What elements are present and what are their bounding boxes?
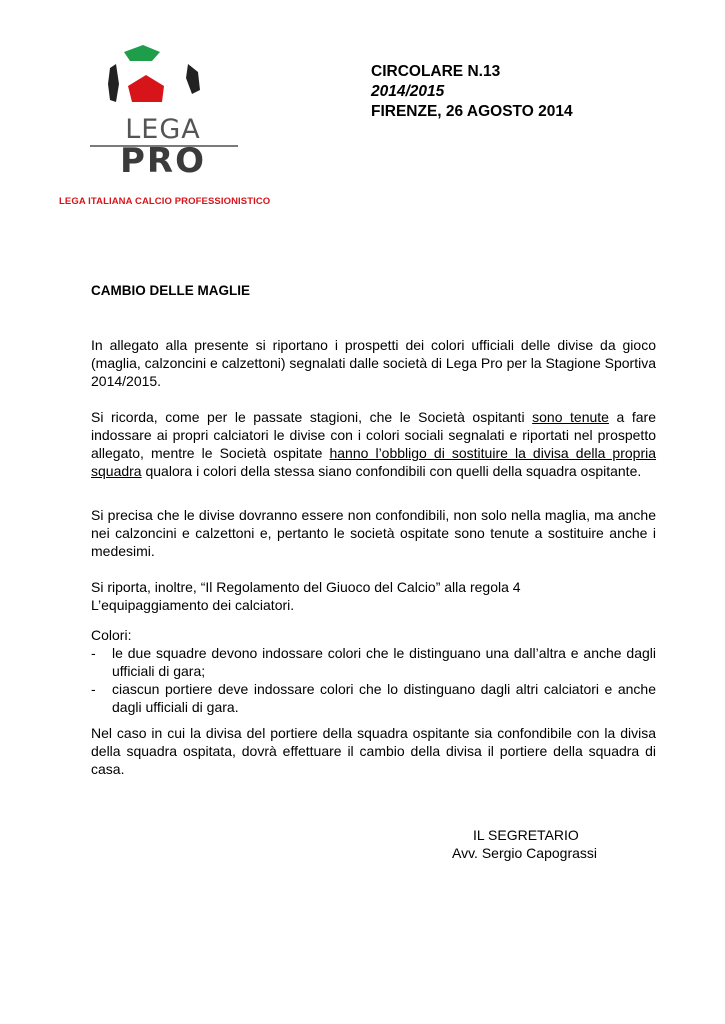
- logo-right-patch: [186, 64, 200, 94]
- paragraph-1: [91, 336, 656, 390]
- p2-part-a: Si ricorda, come per le passate stagioni, che le Società ospitanti: [91, 409, 533, 425]
- colors-list: [91, 626, 656, 716]
- paragraph-2: [91, 408, 656, 480]
- paragraph-3-text: Si precisa che le divise dovranno essere non confondibili, non solo nella maglia, ma anche nei calzoncini e calzettoni e, pertanto le società ospitate sono tenute a sostituire anche i medesimi.: [91, 507, 656, 559]
- paragraph-3: [91, 506, 656, 560]
- logo-text-pro: PRO: [119, 141, 206, 181]
- season: 2014/2015: [371, 83, 445, 100]
- list-bullet: -: [91, 681, 96, 697]
- circular-header: [371, 62, 573, 122]
- paragraph-5: [91, 724, 656, 778]
- document-title: CAMBIO DELLE MAGLIE: [91, 283, 250, 298]
- logo-red-patch: [128, 75, 164, 102]
- list-bullet: -: [91, 645, 96, 661]
- league-name: LEGA ITALIANA CALCIO PROFESSIONISTICO: [59, 196, 271, 207]
- list-item: [91, 680, 656, 716]
- paragraph-4-line-1: Si riporta, inoltre, “Il Regolamento del Giuoco del Calcio” alla regola 4: [91, 579, 521, 595]
- lega-pro-logo: [88, 44, 240, 181]
- logo-text-lega: LEGA: [125, 114, 201, 145]
- p2-underlined-1: sono tenute: [532, 409, 609, 425]
- paragraph-2-text: [91, 408, 656, 480]
- paragraph-4-line-2: L’equipaggiamento dei calciatori.: [91, 597, 295, 613]
- paragraph-1-text: In allegato alla presente si riportano i prospetti dei colori ufficiali delle divise da gioco (maglia, calzoncini e calzettoni) segnalati dalle società di Lega Pro per la Stagione Sportiva 2014/2015.: [91, 337, 656, 389]
- list-item: [91, 644, 656, 680]
- paragraph-5-text: Nel caso in cui la divisa del portiere della squadra ospitante sia confondibile con la divisa della squadra ospitata, dovrà effettuare il cambio della divisa il portiere della squadra di casa.: [91, 725, 656, 777]
- place-date: FIRENZE, 26 AGOSTO 2014: [371, 103, 573, 120]
- p2-part-b: a fare indossare ai propri calciatori le divise con i colori sociali segnalati e riportati nel prospetto allegato, mentre le Società ospitate: [91, 409, 656, 461]
- list-item-text: ciascun portiere deve indossare colori che lo distinguano dagli altri calciatori e anche dagli ufficiali di gara.: [112, 681, 656, 715]
- logo-left-patch: [108, 64, 119, 102]
- list-item-text: le due squadre devono indossare colori che le distinguano una dall’altra e anche dagli ufficiali di gara;: [112, 645, 656, 679]
- logo-green-patch: [124, 45, 160, 61]
- p2-part-c: qualora i colori della stessa siano confondibili con quelli della squadra ospitante.: [141, 463, 642, 479]
- colors-label: Colori:: [91, 627, 132, 643]
- p2-underlined-2: hanno l’obbligo di sostituire la divisa della propria squadra: [91, 445, 657, 479]
- signature-name: Avv. Sergio Capograssi: [452, 845, 597, 861]
- signature-role: IL SEGRETARIO: [473, 827, 579, 843]
- paragraph-4: [91, 578, 656, 614]
- circular-number: CIRCOLARE N.13: [371, 63, 501, 80]
